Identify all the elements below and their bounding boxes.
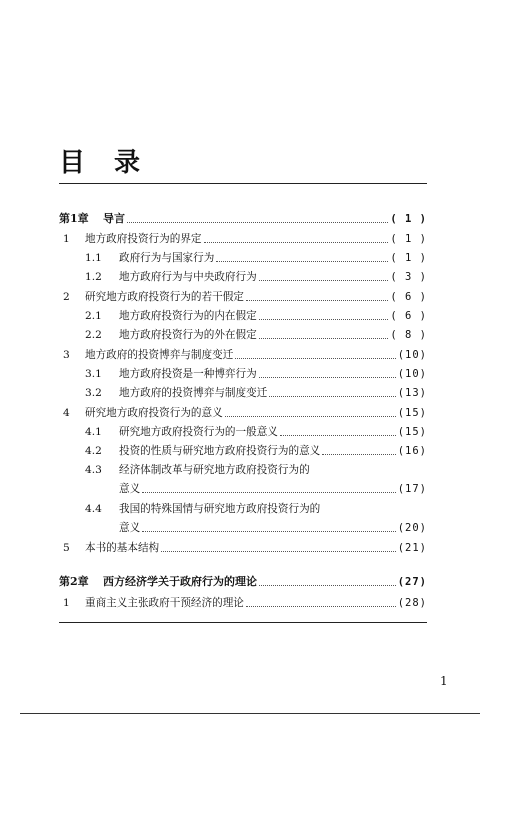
leader-dots bbox=[280, 435, 396, 436]
toc-title: 地方政府的投资博弈与制度变迁 bbox=[119, 387, 268, 399]
toc-num: 4.2 bbox=[85, 445, 102, 457]
toc-subsection[interactable] bbox=[59, 268, 427, 286]
toc-num: 1.1 bbox=[85, 252, 102, 264]
toc-page: (17) bbox=[397, 483, 427, 495]
toc-title: 导言 bbox=[103, 212, 125, 225]
toc-subsection-continued[interactable] bbox=[59, 519, 427, 537]
leader-dots bbox=[246, 300, 388, 301]
toc-num: 3.1 bbox=[85, 368, 102, 380]
toc-subsection[interactable] bbox=[59, 326, 427, 344]
toc-num: 4 bbox=[63, 407, 70, 419]
toc-page: (28) bbox=[397, 597, 427, 609]
toc-title: 地方政府投资行为的内在假定 bbox=[119, 310, 257, 322]
toc-subsection[interactable] bbox=[59, 307, 427, 325]
toc-section[interactable] bbox=[59, 594, 427, 612]
toc-page: (15) bbox=[397, 407, 427, 419]
leader-dots bbox=[142, 531, 396, 532]
toc-section[interactable] bbox=[59, 404, 427, 422]
toc-title: 西方经济学关于政府行为的理论 bbox=[103, 575, 257, 588]
leader-dots bbox=[322, 454, 395, 455]
toc-subsection[interactable] bbox=[59, 249, 427, 267]
toc-num: 2.2 bbox=[85, 329, 102, 341]
toc-title: 重商主义主张政府干预经济的理论 bbox=[85, 597, 244, 609]
scan-edge-line bbox=[20, 713, 480, 714]
toc-page: (16) bbox=[397, 445, 427, 457]
toc-num: 4.4 bbox=[85, 503, 102, 515]
leader-dots bbox=[161, 551, 396, 552]
toc-num: 3 bbox=[63, 349, 70, 361]
toc-title: 投资的性质与研究地方政府投资行为的意义 bbox=[119, 445, 321, 457]
toc-page: (10) bbox=[397, 349, 427, 361]
toc-subsection[interactable] bbox=[59, 384, 427, 402]
toc-title: 地方政府投资是一种博弈行为 bbox=[119, 368, 257, 380]
leader-dots bbox=[269, 396, 395, 397]
toc-title: 地方政府投资行为的界定 bbox=[85, 233, 202, 245]
toc-num: 1 bbox=[63, 233, 70, 245]
toc-page: (20) bbox=[397, 522, 427, 534]
toc-page: (27) bbox=[397, 576, 427, 588]
toc-num: 4.1 bbox=[85, 426, 102, 438]
leader-dots bbox=[246, 606, 396, 607]
leader-dots bbox=[259, 377, 396, 378]
toc-page: ( 1 ) bbox=[390, 233, 427, 245]
page-number: 1 bbox=[440, 674, 448, 688]
toc-title: 政府行为与国家行为 bbox=[119, 252, 215, 264]
toc-num: 5 bbox=[63, 542, 70, 554]
toc-page: ( 1 ) bbox=[390, 252, 427, 264]
toc-title-continued: 意义 bbox=[119, 522, 141, 534]
toc-subsection[interactable] bbox=[59, 365, 427, 383]
toc-num: 1.2 bbox=[85, 271, 102, 283]
toc-title-continued: 意义 bbox=[119, 483, 141, 495]
page-title: 目 录 bbox=[59, 148, 151, 178]
leader-dots bbox=[142, 492, 396, 493]
toc-page: ( 3 ) bbox=[390, 271, 427, 283]
toc-title: 地方政府投资行为的外在假定 bbox=[119, 329, 257, 341]
leader-dots bbox=[259, 319, 389, 320]
toc-num: 第2章 bbox=[59, 575, 89, 588]
toc-section[interactable] bbox=[59, 346, 427, 364]
toc-section[interactable] bbox=[59, 288, 427, 306]
toc-title: 研究地方政府投资行为的意义 bbox=[85, 407, 223, 419]
toc-num: 第1章 bbox=[59, 212, 89, 225]
leader-dots bbox=[235, 358, 395, 359]
toc-num: 2 bbox=[63, 291, 70, 303]
leader-dots bbox=[225, 416, 396, 417]
toc-chapter-2[interactable] bbox=[59, 573, 427, 591]
toc-title: 我国的特殊国情与研究地方政府投资行为的 bbox=[119, 503, 321, 515]
toc-title: 地方政府的投资博弈与制度变迁 bbox=[85, 349, 234, 361]
leader-dots bbox=[259, 585, 396, 586]
toc-page: (13) bbox=[397, 387, 427, 399]
toc-title: 地方政府行为与中央政府行为 bbox=[119, 271, 257, 283]
bottom-rule bbox=[59, 622, 427, 623]
toc-subsection-continued[interactable] bbox=[59, 480, 427, 498]
toc-page: (15) bbox=[397, 426, 427, 438]
title-rule bbox=[59, 183, 427, 184]
toc-subsection[interactable] bbox=[59, 461, 427, 479]
toc-section[interactable] bbox=[59, 230, 427, 248]
toc-title: 本书的基本结构 bbox=[85, 542, 160, 554]
toc-title: 研究地方政府投资行为的一般意义 bbox=[119, 426, 278, 438]
toc-page: ( 8 ) bbox=[390, 329, 427, 341]
toc-page: (21) bbox=[397, 542, 427, 554]
toc-num: 1 bbox=[63, 597, 70, 609]
leader-dots bbox=[259, 338, 389, 339]
leader-dots bbox=[204, 242, 389, 243]
leader-dots bbox=[127, 222, 388, 223]
toc-section[interactable] bbox=[59, 539, 427, 557]
toc-page: ( 6 ) bbox=[390, 291, 427, 303]
toc-chapter-1[interactable] bbox=[59, 210, 427, 228]
leader-dots bbox=[259, 280, 389, 281]
toc-title: 研究地方政府投资行为的若干假定 bbox=[85, 291, 244, 303]
toc-num: 2.1 bbox=[85, 310, 102, 322]
toc-subsection[interactable] bbox=[59, 423, 427, 441]
toc-page: (10) bbox=[397, 368, 427, 380]
toc-title: 经济体制改革与研究地方政府投资行为的 bbox=[119, 464, 310, 476]
toc-page: ( 6 ) bbox=[390, 310, 427, 322]
leader-dots bbox=[216, 261, 388, 262]
toc-subsection[interactable] bbox=[59, 500, 427, 518]
toc-num: 4.3 bbox=[85, 464, 102, 476]
toc-num: 3.2 bbox=[85, 387, 102, 399]
toc-page: ( 1 ) bbox=[390, 213, 427, 225]
toc-subsection[interactable] bbox=[59, 442, 427, 460]
